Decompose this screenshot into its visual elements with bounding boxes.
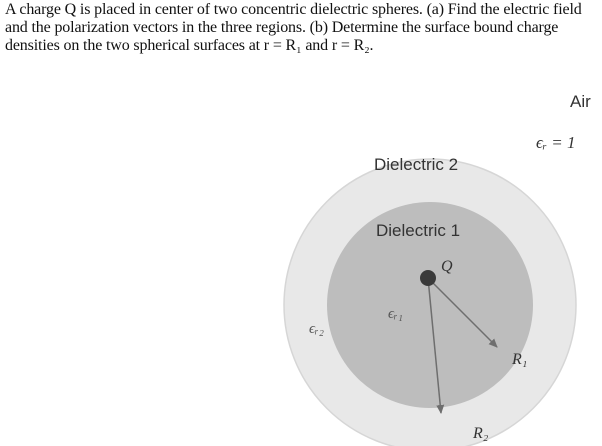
problem-line-2: and the polarization vectors in the three regions. (b) Determine the surface bound charge [5, 19, 559, 36]
charge-label: Q [441, 258, 453, 275]
r2-label: R₂ [473, 425, 489, 442]
eps-r1-label: ϵᵣ₁ [388, 306, 403, 322]
point-charge [420, 270, 436, 286]
r1-label: R₁ [512, 351, 528, 368]
dielectric-2-label: Dielectric 2 [374, 155, 459, 174]
air-permittivity-label: ϵᵣ = 1 [536, 133, 576, 152]
air-label: Air [570, 92, 591, 111]
problem-line-1: A charge Q is placed in center of two concentric dielectric spheres. (a) Find the electric field [5, 1, 582, 18]
problem-line-3: densities on the two spherical surfaces at r = R₁ and r = R₂. [5, 37, 374, 54]
dielectric-1-label: Dielectric 1 [376, 221, 461, 240]
eps-r2-label: ϵᵣ₂ [309, 321, 324, 337]
